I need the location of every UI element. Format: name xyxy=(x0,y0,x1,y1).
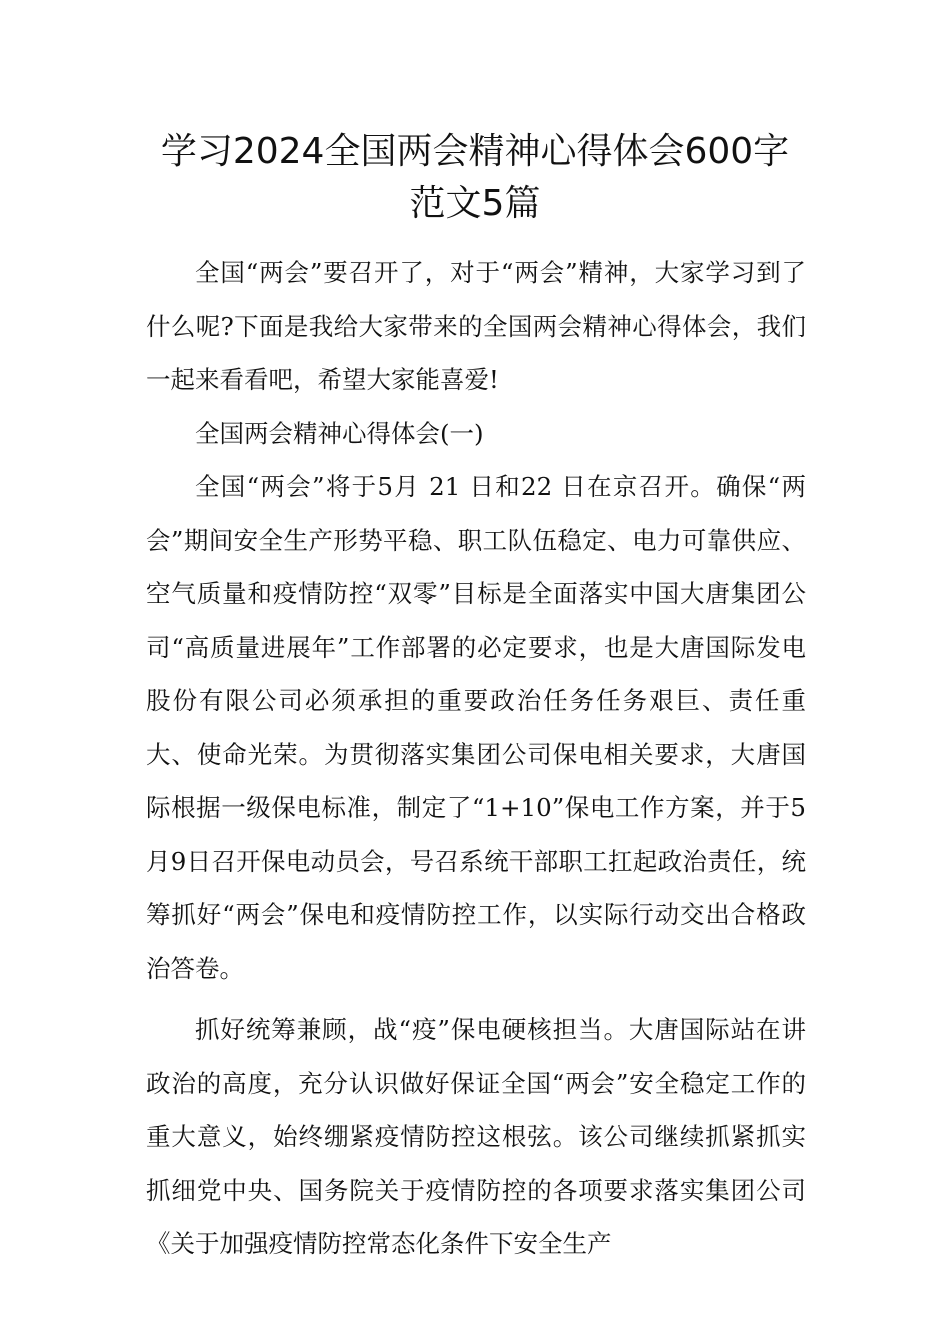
document-body xyxy=(146,246,806,1271)
title-line-1: 学习2024全国两会精神心得体会600字 xyxy=(160,131,790,172)
body-paragraph-2: 抓好统筹兼顾，战“疫”保电硬核担当。大唐国际站在讲政治的高度，充分认识做好保证全国“两会”安全稳定工作的重大意义，始终绷紧疫情防控这根弦。该公司继续抓紧抓实抓细党中央、国务院关于疫情防控的各项要求落实集团公司《关于加强疫情防控常态化条件下安全生产 xyxy=(146,1015,806,1258)
title-line-2: 范文5篇 xyxy=(409,183,541,224)
document-title xyxy=(120,126,830,230)
section-heading-1: 全国两会精神心得体会(一) xyxy=(195,418,484,448)
body-paragraph-1: 全国“两会”将于5月 21 日和22 日在京召开。确保“两会”期间安全生产形势平稳、职工队伍稳定、电力可靠供应、空气质量和疫情防控“双零”目标是全面落实中国大唐集团公司“高质量进展年”工作部署的必定要求，也是大唐国际发电股份有限公司必须承担的重要政治任务任务艰巨、责任重大、使命光荣。为贯彻落实集团公司保电相关要求，大唐国际根据一级保电标准，制定了“1+10”保电工作方案，并于5月9日召开保电动员会，号召系统干部职工扛起政治责任，统筹抓好“两会”保电和疫情防控工作，以实际行动交出合格政治答卷。 xyxy=(146,472,806,983)
intro-paragraph: 全国“两会”要召开了，对于“两会”精神，大家学习到了什么呢?下面是我给大家带来的全国两会精神心得体会，我们一起来看看吧，希望大家能喜爱! xyxy=(146,258,806,394)
